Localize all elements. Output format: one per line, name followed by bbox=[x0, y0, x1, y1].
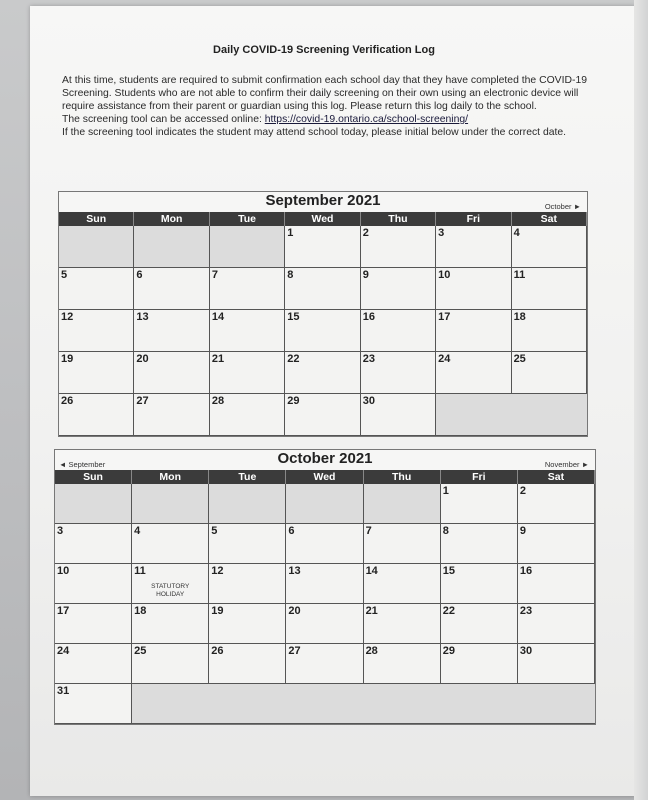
day-cell[interactable] bbox=[209, 604, 286, 644]
day-number: 17 bbox=[438, 311, 451, 323]
calendar-grid bbox=[55, 484, 595, 724]
day-number: 1 bbox=[287, 227, 294, 239]
day-number: 27 bbox=[288, 645, 301, 657]
day-number: 15 bbox=[287, 311, 300, 323]
prev-month-link[interactable]: ◄ September bbox=[59, 460, 106, 469]
day-number: 20 bbox=[288, 605, 301, 617]
weekday-label: Sun bbox=[59, 212, 134, 226]
day-number: 21 bbox=[211, 353, 225, 365]
day-cell[interactable] bbox=[361, 268, 436, 310]
day-cell[interactable] bbox=[441, 564, 518, 604]
weekday-label: Mon bbox=[132, 470, 209, 484]
day-cell[interactable] bbox=[209, 644, 286, 684]
day-cell[interactable] bbox=[59, 268, 134, 310]
day-number: 12 bbox=[61, 311, 74, 323]
day-cell[interactable] bbox=[134, 352, 209, 394]
empty-day-cell bbox=[364, 484, 441, 524]
day-number: 20 bbox=[136, 353, 149, 365]
day-cell[interactable] bbox=[441, 484, 518, 524]
next-month-link[interactable]: November ► bbox=[544, 460, 589, 469]
calendar-october bbox=[54, 449, 596, 725]
day-cell[interactable] bbox=[518, 644, 595, 684]
weekday-label: Wed bbox=[286, 470, 363, 484]
day-number: 28 bbox=[365, 645, 378, 657]
day-cell[interactable] bbox=[364, 604, 441, 644]
day-cell[interactable] bbox=[286, 564, 363, 604]
day-cell[interactable] bbox=[285, 226, 360, 268]
day-cell[interactable] bbox=[361, 226, 436, 268]
day-cell[interactable] bbox=[210, 310, 285, 352]
day-cell[interactable] bbox=[132, 644, 209, 684]
weekday-label: Fri bbox=[436, 212, 511, 226]
day-cell[interactable] bbox=[59, 394, 134, 436]
day-number: 8 bbox=[287, 269, 294, 281]
day-cell[interactable] bbox=[134, 310, 209, 352]
blank-area bbox=[132, 684, 595, 724]
weekday-label: Thu bbox=[361, 212, 436, 226]
day-cell[interactable] bbox=[55, 644, 132, 684]
day-number: 24 bbox=[57, 645, 70, 657]
day-cell[interactable] bbox=[285, 268, 360, 310]
day-number: 25 bbox=[513, 353, 526, 365]
day-number: 5 bbox=[211, 525, 218, 537]
day-number: 19 bbox=[61, 353, 74, 365]
day-number: 7 bbox=[211, 269, 218, 281]
empty-day-cell bbox=[132, 484, 209, 524]
day-number: 22 bbox=[442, 605, 455, 617]
weekday-label: Mon bbox=[134, 212, 209, 226]
weekday-label: Thu bbox=[364, 470, 441, 484]
calendar-september bbox=[58, 191, 588, 437]
day-cell[interactable] bbox=[436, 352, 511, 394]
day-number: 15 bbox=[442, 565, 455, 577]
weekday-header-row bbox=[59, 212, 587, 226]
day-number: 25 bbox=[134, 645, 147, 657]
day-cell[interactable] bbox=[286, 604, 363, 644]
calendar-header bbox=[55, 450, 595, 470]
day-cell[interactable] bbox=[285, 310, 360, 352]
day-cell[interactable] bbox=[285, 394, 360, 436]
day-number: 22 bbox=[287, 353, 300, 365]
day-number: 6 bbox=[136, 269, 143, 281]
day-number: 28 bbox=[211, 395, 225, 407]
calendar-grid bbox=[59, 226, 587, 436]
weekday-label: Fri bbox=[441, 470, 518, 484]
day-number: 10 bbox=[57, 565, 70, 577]
day-cell[interactable] bbox=[512, 310, 587, 352]
day-number: 7 bbox=[365, 525, 372, 537]
day-number: 1 bbox=[442, 485, 449, 497]
day-cell[interactable] bbox=[518, 564, 595, 604]
day-cell[interactable] bbox=[55, 684, 132, 724]
day-cell[interactable] bbox=[209, 524, 286, 564]
screening-tool-line bbox=[62, 113, 602, 126]
day-number: 26 bbox=[61, 395, 74, 407]
weekday-label: Wed bbox=[285, 212, 360, 226]
day-number: 27 bbox=[136, 395, 149, 407]
empty-day-cell bbox=[209, 484, 286, 524]
day-cell[interactable] bbox=[210, 352, 285, 394]
empty-day-cell bbox=[210, 226, 285, 268]
day-number: 13 bbox=[136, 311, 149, 323]
day-number: 23 bbox=[519, 605, 533, 617]
day-cell[interactable] bbox=[286, 644, 363, 684]
day-number: 2 bbox=[362, 227, 369, 239]
day-cell[interactable] bbox=[436, 226, 511, 268]
day-number: 18 bbox=[134, 605, 147, 617]
weekday-label: Tue bbox=[209, 470, 286, 484]
day-cell[interactable] bbox=[364, 564, 441, 604]
day-cell[interactable] bbox=[512, 352, 587, 394]
day-cell[interactable] bbox=[286, 524, 363, 564]
empty-day-cell bbox=[59, 226, 134, 268]
day-number: 4 bbox=[513, 227, 520, 239]
document-title: Daily COVID-19 Screening Verification Log bbox=[213, 44, 435, 56]
day-cell[interactable] bbox=[55, 604, 132, 644]
day-number: 9 bbox=[362, 269, 369, 281]
paper-stack-edge bbox=[634, 0, 648, 800]
weekday-header-row bbox=[55, 470, 595, 484]
day-number: 9 bbox=[519, 525, 526, 537]
day-number: 3 bbox=[57, 525, 64, 537]
weekday-label: Sat bbox=[518, 470, 595, 484]
empty-day-cell bbox=[55, 484, 132, 524]
calendar-title: September 2021 bbox=[265, 192, 381, 209]
day-number: 23 bbox=[362, 353, 375, 365]
day-cell[interactable] bbox=[518, 484, 595, 524]
day-cell[interactable] bbox=[132, 564, 209, 604]
day-cell[interactable] bbox=[361, 310, 436, 352]
day-cell[interactable] bbox=[364, 524, 441, 564]
day-cell[interactable] bbox=[361, 352, 436, 394]
day-number: 24 bbox=[438, 353, 451, 365]
day-cell[interactable] bbox=[285, 352, 360, 394]
holiday-note: STATUTORY HOLIDAY bbox=[151, 583, 190, 598]
day-cell[interactable] bbox=[364, 644, 441, 684]
day-cell[interactable] bbox=[441, 524, 518, 564]
empty-day-cell bbox=[134, 226, 209, 268]
day-cell[interactable] bbox=[436, 268, 511, 310]
day-cell[interactable] bbox=[512, 226, 587, 268]
day-cell[interactable] bbox=[441, 644, 518, 684]
intro-text bbox=[62, 74, 602, 139]
blank-area bbox=[436, 394, 587, 436]
day-cell[interactable] bbox=[134, 394, 209, 436]
day-number: 12 bbox=[211, 565, 224, 577]
day-cell[interactable] bbox=[209, 564, 286, 604]
day-cell[interactable] bbox=[210, 394, 285, 436]
day-cell[interactable] bbox=[132, 524, 209, 564]
day-number: 21 bbox=[365, 605, 378, 617]
day-number: 8 bbox=[442, 525, 449, 537]
day-cell[interactable] bbox=[518, 604, 595, 644]
day-cell[interactable] bbox=[59, 352, 134, 394]
day-number: 17 bbox=[57, 605, 70, 617]
day-number: 30 bbox=[519, 645, 533, 657]
weekday-label: Sun bbox=[55, 470, 132, 484]
screening-tool-prefix: The screening tool can be accessed online: bbox=[62, 114, 265, 125]
day-cell[interactable] bbox=[210, 268, 285, 310]
day-cell[interactable] bbox=[436, 310, 511, 352]
empty-day-cell bbox=[286, 484, 363, 524]
day-cell[interactable] bbox=[132, 604, 209, 644]
day-number: 10 bbox=[438, 269, 451, 281]
day-cell[interactable] bbox=[59, 310, 134, 352]
day-number: 16 bbox=[519, 565, 533, 577]
day-cell[interactable] bbox=[512, 268, 587, 310]
day-cell[interactable] bbox=[441, 604, 518, 644]
day-cell[interactable] bbox=[134, 268, 209, 310]
day-number: 5 bbox=[61, 269, 68, 281]
day-number: 11 bbox=[134, 565, 146, 577]
day-number: 30 bbox=[362, 395, 375, 407]
day-number: 31 bbox=[57, 685, 70, 697]
day-number: 19 bbox=[211, 605, 224, 617]
day-number: 14 bbox=[365, 565, 378, 577]
day-cell[interactable] bbox=[361, 394, 436, 436]
day-cell[interactable] bbox=[55, 564, 132, 604]
day-number: 29 bbox=[442, 645, 455, 657]
day-number: 6 bbox=[288, 525, 295, 537]
initial-instructions: If the screening tool indicates the student may attend school today, please initial below under the correct date. bbox=[62, 127, 567, 138]
calendar-title: October 2021 bbox=[277, 450, 373, 467]
next-month-link[interactable]: October ► bbox=[544, 202, 581, 211]
day-cell[interactable] bbox=[55, 524, 132, 564]
weekday-label: Tue bbox=[210, 212, 285, 226]
day-number: 16 bbox=[362, 311, 375, 323]
day-cell[interactable] bbox=[518, 524, 595, 564]
day-number: 18 bbox=[513, 311, 526, 323]
day-number: 26 bbox=[211, 645, 224, 657]
day-number: 14 bbox=[211, 311, 225, 323]
day-number: 4 bbox=[134, 525, 141, 537]
day-number: 3 bbox=[438, 227, 445, 239]
day-number: 29 bbox=[287, 395, 300, 407]
intro-paragraph: At this time, students are required to submit confirmation each school day that they have completed the COVID-19 Screening. Students who are not able to confirm their daily screening on their own using an electronic device will require assistance from their parent or guardian using this log. Please return this log daily to the school. bbox=[62, 75, 587, 112]
calendar-header bbox=[59, 192, 587, 212]
day-number: 2 bbox=[519, 485, 526, 497]
weekday-label: Sat bbox=[512, 212, 587, 226]
screening-tool-link[interactable]: https://covid-19.ontario.ca/school-screening/ bbox=[264, 114, 469, 125]
day-number: 11 bbox=[513, 269, 526, 281]
day-number: 13 bbox=[288, 565, 301, 577]
